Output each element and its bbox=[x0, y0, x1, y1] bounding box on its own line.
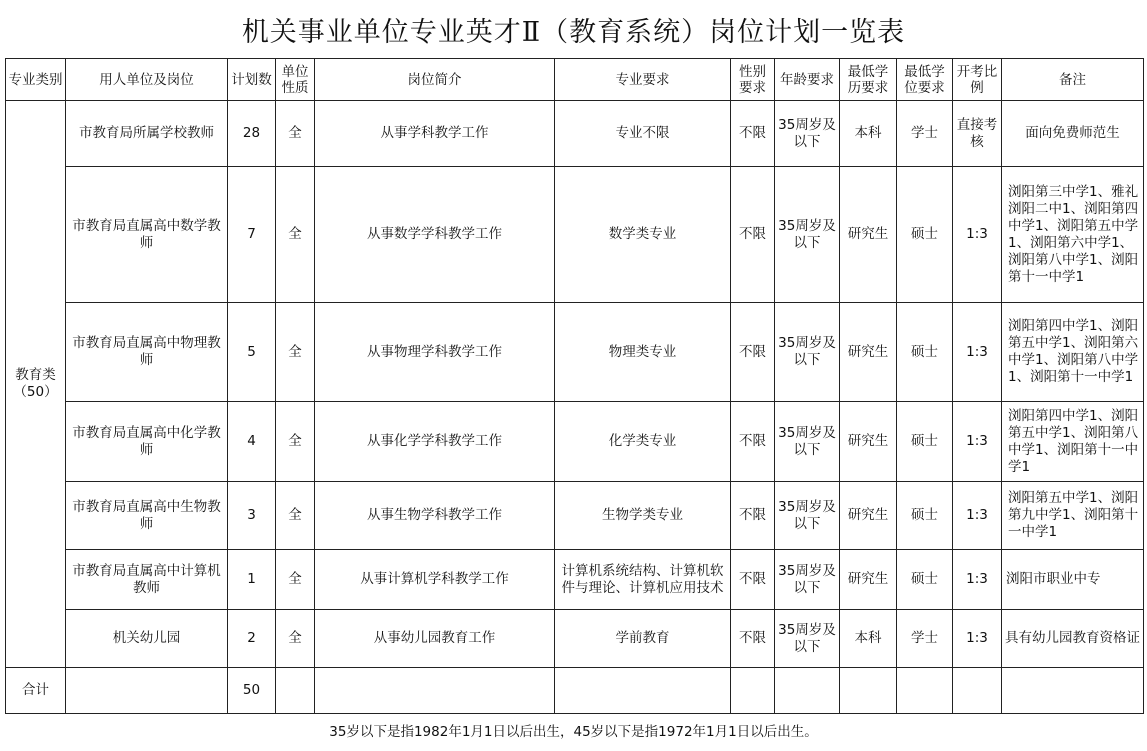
header-row bbox=[6, 59, 1144, 101]
degree-cell: 学士 bbox=[897, 610, 953, 668]
major-cell: 计算机系统结构、计算机软件与理论、计算机应用技术 bbox=[555, 550, 731, 610]
footnote: 35岁以下是指1982年1月1日以后出生，45岁以下是指1972年1月1日以后出生。 bbox=[329, 724, 818, 740]
degree-cell: 硕士 bbox=[897, 550, 953, 610]
table-row bbox=[6, 303, 1144, 402]
intro-cell: 从事幼儿园教育工作 bbox=[315, 610, 555, 668]
nature-cell: 全 bbox=[276, 101, 315, 167]
unit-cell: 市教育局直属高中物理教师 bbox=[66, 303, 228, 402]
count-cell: 1 bbox=[228, 550, 276, 610]
header-category: 专业类别 bbox=[6, 59, 66, 101]
age-cell: 35周岁及以下 bbox=[775, 167, 840, 303]
nature-cell: 全 bbox=[276, 610, 315, 668]
header-age: 年龄要求 bbox=[775, 59, 840, 101]
age-cell: 35周岁及以下 bbox=[775, 402, 840, 482]
education-cell: 研究生 bbox=[840, 402, 897, 482]
education-cell: 本科 bbox=[840, 610, 897, 668]
intro-cell: 从事计算机学科教学工作 bbox=[315, 550, 555, 610]
total-label: 合计 bbox=[6, 668, 66, 714]
empty-cell bbox=[775, 668, 840, 714]
count-cell: 7 bbox=[228, 167, 276, 303]
header-ratio: 开考比例 bbox=[953, 59, 1002, 101]
count-cell: 4 bbox=[228, 402, 276, 482]
empty-cell bbox=[276, 668, 315, 714]
major-cell: 物理类专业 bbox=[555, 303, 731, 402]
header-gender: 性别要求 bbox=[731, 59, 775, 101]
count-cell: 5 bbox=[228, 303, 276, 402]
header-major: 专业要求 bbox=[555, 59, 731, 101]
category-cell: 教育类（50） bbox=[6, 101, 66, 668]
intro-cell: 从事学科教学工作 bbox=[315, 101, 555, 167]
ratio-cell: 1:3 bbox=[953, 482, 1002, 550]
gender-cell: 不限 bbox=[731, 303, 775, 402]
table-row bbox=[6, 550, 1144, 610]
unit-cell: 机关幼儿园 bbox=[66, 610, 228, 668]
major-cell: 学前教育 bbox=[555, 610, 731, 668]
header-intro: 岗位简介 bbox=[315, 59, 555, 101]
note-cell: 浏阳第五中学1、浏阳第九中学1、浏阳第十一中学1 bbox=[1002, 482, 1144, 550]
ratio-cell: 1:3 bbox=[953, 610, 1002, 668]
education-cell: 本科 bbox=[840, 101, 897, 167]
nature-cell: 全 bbox=[276, 167, 315, 303]
unit-cell: 市教育局直属高中计算机教师 bbox=[66, 550, 228, 610]
ratio-cell: 1:3 bbox=[953, 402, 1002, 482]
nature-cell: 全 bbox=[276, 550, 315, 610]
age-cell: 35周岁及以下 bbox=[775, 101, 840, 167]
intro-cell: 从事物理学科教学工作 bbox=[315, 303, 555, 402]
table-row bbox=[6, 482, 1144, 550]
degree-cell: 硕士 bbox=[897, 402, 953, 482]
count-cell: 3 bbox=[228, 482, 276, 550]
empty-cell bbox=[897, 668, 953, 714]
nature-cell: 全 bbox=[276, 402, 315, 482]
intro-cell: 从事数学学科教学工作 bbox=[315, 167, 555, 303]
empty-cell bbox=[953, 668, 1002, 714]
note-cell: 浏阳第三中学1、雅礼浏阳二中1、浏阳第四中学1、浏阳第五中学1、浏阳第六中学1、浏阳第八中学1、浏阳第十一中学1 bbox=[1002, 167, 1144, 303]
note-cell: 浏阳市职业中专 bbox=[1002, 550, 1144, 610]
header-unit: 用人单位及岗位 bbox=[66, 59, 228, 101]
header-education: 最低学历要求 bbox=[840, 59, 897, 101]
unit-cell: 市教育局所属学校教师 bbox=[66, 101, 228, 167]
unit-cell: 市教育局直属高中化学教师 bbox=[66, 402, 228, 482]
major-cell: 专业不限 bbox=[555, 101, 731, 167]
degree-cell: 学士 bbox=[897, 101, 953, 167]
ratio-cell: 1:3 bbox=[953, 303, 1002, 402]
table-row bbox=[6, 167, 1144, 303]
header-nature: 单位性质 bbox=[276, 59, 315, 101]
gender-cell: 不限 bbox=[731, 550, 775, 610]
gender-cell: 不限 bbox=[731, 101, 775, 167]
unit-cell: 市教育局直属高中数学教师 bbox=[66, 167, 228, 303]
empty-cell bbox=[66, 668, 228, 714]
education-cell: 研究生 bbox=[840, 482, 897, 550]
nature-cell: 全 bbox=[276, 482, 315, 550]
empty-cell bbox=[1002, 668, 1144, 714]
empty-cell bbox=[315, 668, 555, 714]
degree-cell: 硕士 bbox=[897, 167, 953, 303]
ratio-cell: 直接考核 bbox=[953, 101, 1002, 167]
age-cell: 35周岁及以下 bbox=[775, 303, 840, 402]
empty-cell bbox=[731, 668, 775, 714]
page-title: 机关事业单位专业英才Ⅱ（教育系统）岗位计划一览表 bbox=[241, 16, 906, 48]
education-cell: 研究生 bbox=[840, 303, 897, 402]
major-cell: 数学类专业 bbox=[555, 167, 731, 303]
header-note: 备注 bbox=[1002, 59, 1144, 101]
header-degree: 最低学位要求 bbox=[897, 59, 953, 101]
table-row bbox=[6, 610, 1144, 668]
gender-cell: 不限 bbox=[731, 167, 775, 303]
count-cell: 2 bbox=[228, 610, 276, 668]
gender-cell: 不限 bbox=[731, 482, 775, 550]
degree-cell: 硕士 bbox=[897, 303, 953, 402]
table-row bbox=[6, 101, 1144, 167]
age-cell: 35周岁及以下 bbox=[775, 482, 840, 550]
header-count: 计划数 bbox=[228, 59, 276, 101]
count-cell: 28 bbox=[228, 101, 276, 167]
ratio-cell: 1:3 bbox=[953, 167, 1002, 303]
position-plan-table bbox=[5, 58, 1144, 714]
education-cell: 研究生 bbox=[840, 167, 897, 303]
note-cell: 具有幼儿园教育资格证 bbox=[1002, 610, 1144, 668]
note-cell: 面向免费师范生 bbox=[1002, 101, 1144, 167]
table-row bbox=[6, 402, 1144, 482]
total-count: 50 bbox=[228, 668, 276, 714]
note-cell: 浏阳第四中学1、浏阳第五中学1、浏阳第八中学1、浏阳第十一中学1 bbox=[1002, 402, 1144, 482]
age-cell: 35周岁及以下 bbox=[775, 550, 840, 610]
note-cell: 浏阳第四中学1、浏阳第五中学1、浏阳第六中学1、浏阳第八中学1、浏阳第十一中学1 bbox=[1002, 303, 1144, 402]
unit-cell: 市教育局直属高中生物教师 bbox=[66, 482, 228, 550]
empty-cell bbox=[840, 668, 897, 714]
intro-cell: 从事生物学科教学工作 bbox=[315, 482, 555, 550]
nature-cell: 全 bbox=[276, 303, 315, 402]
gender-cell: 不限 bbox=[731, 402, 775, 482]
major-cell: 化学类专业 bbox=[555, 402, 731, 482]
age-cell: 35周岁及以下 bbox=[775, 610, 840, 668]
gender-cell: 不限 bbox=[731, 610, 775, 668]
ratio-cell: 1:3 bbox=[953, 550, 1002, 610]
empty-cell bbox=[555, 668, 731, 714]
intro-cell: 从事化学学科教学工作 bbox=[315, 402, 555, 482]
major-cell: 生物学类专业 bbox=[555, 482, 731, 550]
degree-cell: 硕士 bbox=[897, 482, 953, 550]
education-cell: 研究生 bbox=[840, 550, 897, 610]
total-row bbox=[6, 668, 1144, 714]
